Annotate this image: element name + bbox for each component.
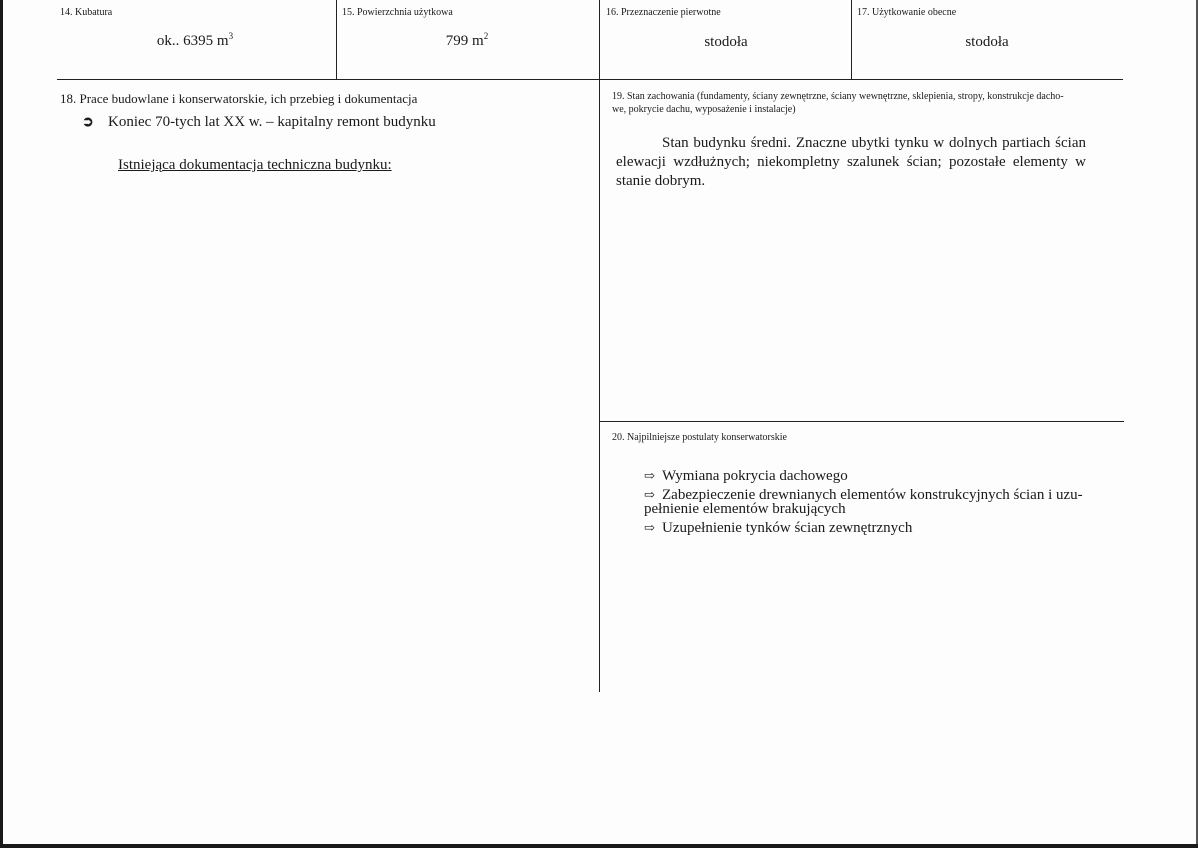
curved-arrow-icon: ➲	[82, 115, 94, 130]
section-19-label-line1: 19. Stan zachowania (fundamenty, ściany zewnętrzne, ściany wewnętrzne, sklepienia, stropy, konstrukcje dacho-	[612, 91, 1064, 102]
postulat-text-1: Wymiana pokrycia dachowego	[662, 468, 848, 484]
section-20-label: 20. Najpilniejsze postulaty konserwatorskie	[612, 432, 787, 443]
field-17-value: stodoła	[965, 34, 1009, 50]
postulat-item-3	[644, 518, 912, 538]
section-19-label-line2: we, pokrycie dachu, wyposażenie i instalacje)	[612, 104, 796, 115]
documentation-heading: Istniejąca dokumentacja techniczna budynku:	[118, 157, 392, 173]
section-18-bullet-text: Koniec 70-tych lat XX w. – kapitalny remont budynku	[108, 114, 436, 130]
scan-edge-left	[0, 0, 3, 848]
section-18-bullet-item	[82, 114, 436, 131]
postulat-item-1	[644, 466, 848, 486]
field-17-label: 17. Użytkowanie obecne	[857, 7, 957, 18]
section-19-label	[612, 90, 1117, 116]
section-18-title: 18. Prace budowlane i konserwatorskie, ich przebieg i dokumentacja	[60, 91, 418, 106]
divider-14-15	[336, 0, 337, 80]
postulat-item-2-continued: pełnienie elementów brakujących	[644, 501, 846, 517]
divider-15-16	[599, 0, 600, 692]
section-19-text: Stan budynku średni. Znaczne ubytki tynku w dolnych partiach ścian elewacji wzdłużnych; niekompletny szalunek ścian; pozostałe elementy w stanie dobrym.	[616, 135, 1086, 189]
field-14-value: ok.. 6395 $m^3$	[156, 31, 234, 49]
outline-arrow-icon: ⇨	[644, 468, 655, 483]
field-14-unit-exponent: 3	[228, 31, 234, 41]
field-16-value: stodoła	[704, 34, 748, 50]
section19-bottom-line	[599, 421, 1124, 422]
field-15-value: 799 $m^2$	[445, 31, 489, 49]
field-15-label: 15. Powierzchnia użytkowa	[342, 7, 453, 18]
postulat-text-2: Zabezpieczenie drewnianych elementów konstrukcyjnych ścian i uzu-	[662, 487, 1083, 503]
outline-arrow-icon: ⇨	[644, 520, 655, 535]
scan-edge-bottom	[0, 844, 1198, 848]
field-15-unit-exponent: 2	[483, 31, 489, 41]
postulat-text-3: Uzupełnienie tynków ścian zewnętrznych	[662, 520, 913, 536]
field-14-label: 14. Kubatura	[60, 7, 113, 18]
divider-16-17	[851, 0, 852, 80]
top-row-bottom-line	[57, 79, 1123, 80]
outline-arrow-icon: ⇨	[644, 487, 655, 502]
field-16-label: 16. Przeznaczenie pierwotne	[606, 7, 721, 18]
